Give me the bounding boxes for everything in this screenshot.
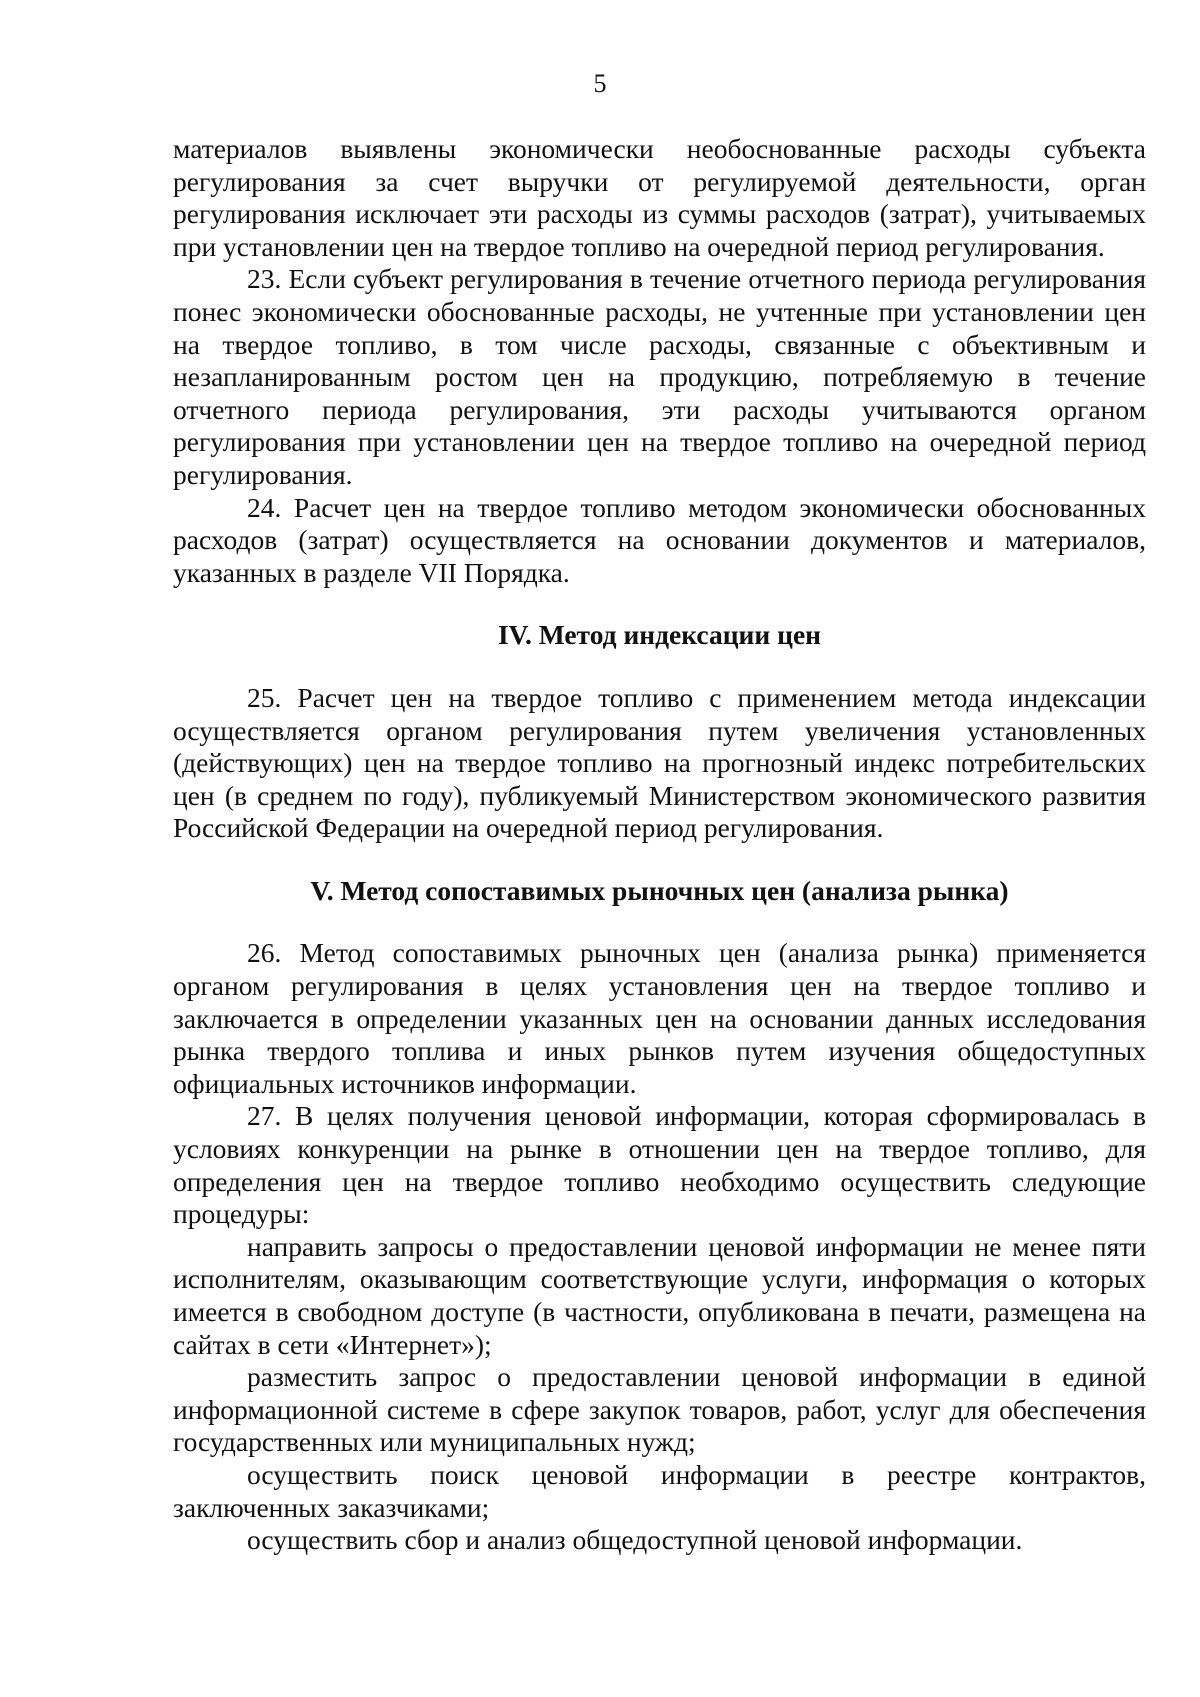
- section-5-heading: V. Метод сопоставимых рыночных цен (анализа рынка): [310, 874, 1009, 906]
- paragraph-25: 25. Расчет цен на твердое топливо с применением метода индексации осуществляется органом регулирования путем увеличения установленных (действующих) цен на твердое топливо на прогнозный индекс потребительских цен (в среднем по году), публикуемый Министерством экономического развития Российской Федерации на очередной период регулирования.: [173, 681, 1146, 844]
- paragraph-23: 23. Если субъект регулирования в течение отчетного периода регулирования понес экономически обоснованные расходы, не учтенные при установлении цен на твердое топливо, в том числе расходы, связанные с объективным и незапланированным ростом цен на продукцию, потребляемую в течение отчетного периода регулирования, эти расходы учитываются органом регулирования при установлении цен на твердое топливо на очередной период регулирования.: [173, 263, 1146, 490]
- paragraph-26: 26. Метод сопоставимых рыночных цен (анализа рынка) применяется органом регулирования в целях установления цен на твердое топливо и заключается в определении указанных цен на основании данных исследования рынка твердого топлива и иных рынков путем изучения общедоступных официальных источников информации.: [173, 937, 1146, 1099]
- paragraph-continuation: материалов выявлены экономически необоснованные расходы субъекта регулирования за счет выручки от регулируемой деятельности, орган регулирования исключает эти расходы из суммы расходов (затрат), учитываемых при установлении цен на твердое топливо на очередной период регулирования.: [173, 133, 1146, 262]
- document-body: [173, 133, 1146, 1557]
- section-4-heading: IV. Метод индексации цен: [497, 619, 822, 651]
- paragraph-27: 27. В целях получения ценовой информации, которая сформировалась в условиях конкуренции на рынке в отношении цен на твердое топливо, для определения цен на твердое топливо необходимо осуществить следующие процедуры:: [173, 1100, 1146, 1230]
- procedure-item-4: осуществить сбор и анализ общедоступной ценовой информации.: [247, 1524, 1023, 1556]
- procedure-item-2: разместить запрос о предоставлении ценовой информации в единой информационной системе в сфере закупок товаров, работ, услуг для обеспечения государственных или муниципальных нужд;: [173, 1361, 1146, 1458]
- procedure-item-1: направить запросы о предоставлении ценовой информации не менее пяти исполнителям, оказывающим соответствующие услуги, информация о которых имеется в свободном доступе (в частности, опубликована в печати, размещена на сайтах в сети «Интернет»);: [173, 1230, 1146, 1360]
- paragraph-24: 24. Расчет цен на твердое топливо методом экономически обоснованных расходов (затрат) осуществляется на основании документов и материалов, указанных в разделе VII Порядка.: [173, 491, 1146, 588]
- page-number: 5: [593, 69, 607, 98]
- procedure-item-3: осуществить поиск ценовой информации в реестре контрактов, заключенных заказчиками;: [173, 1458, 1146, 1523]
